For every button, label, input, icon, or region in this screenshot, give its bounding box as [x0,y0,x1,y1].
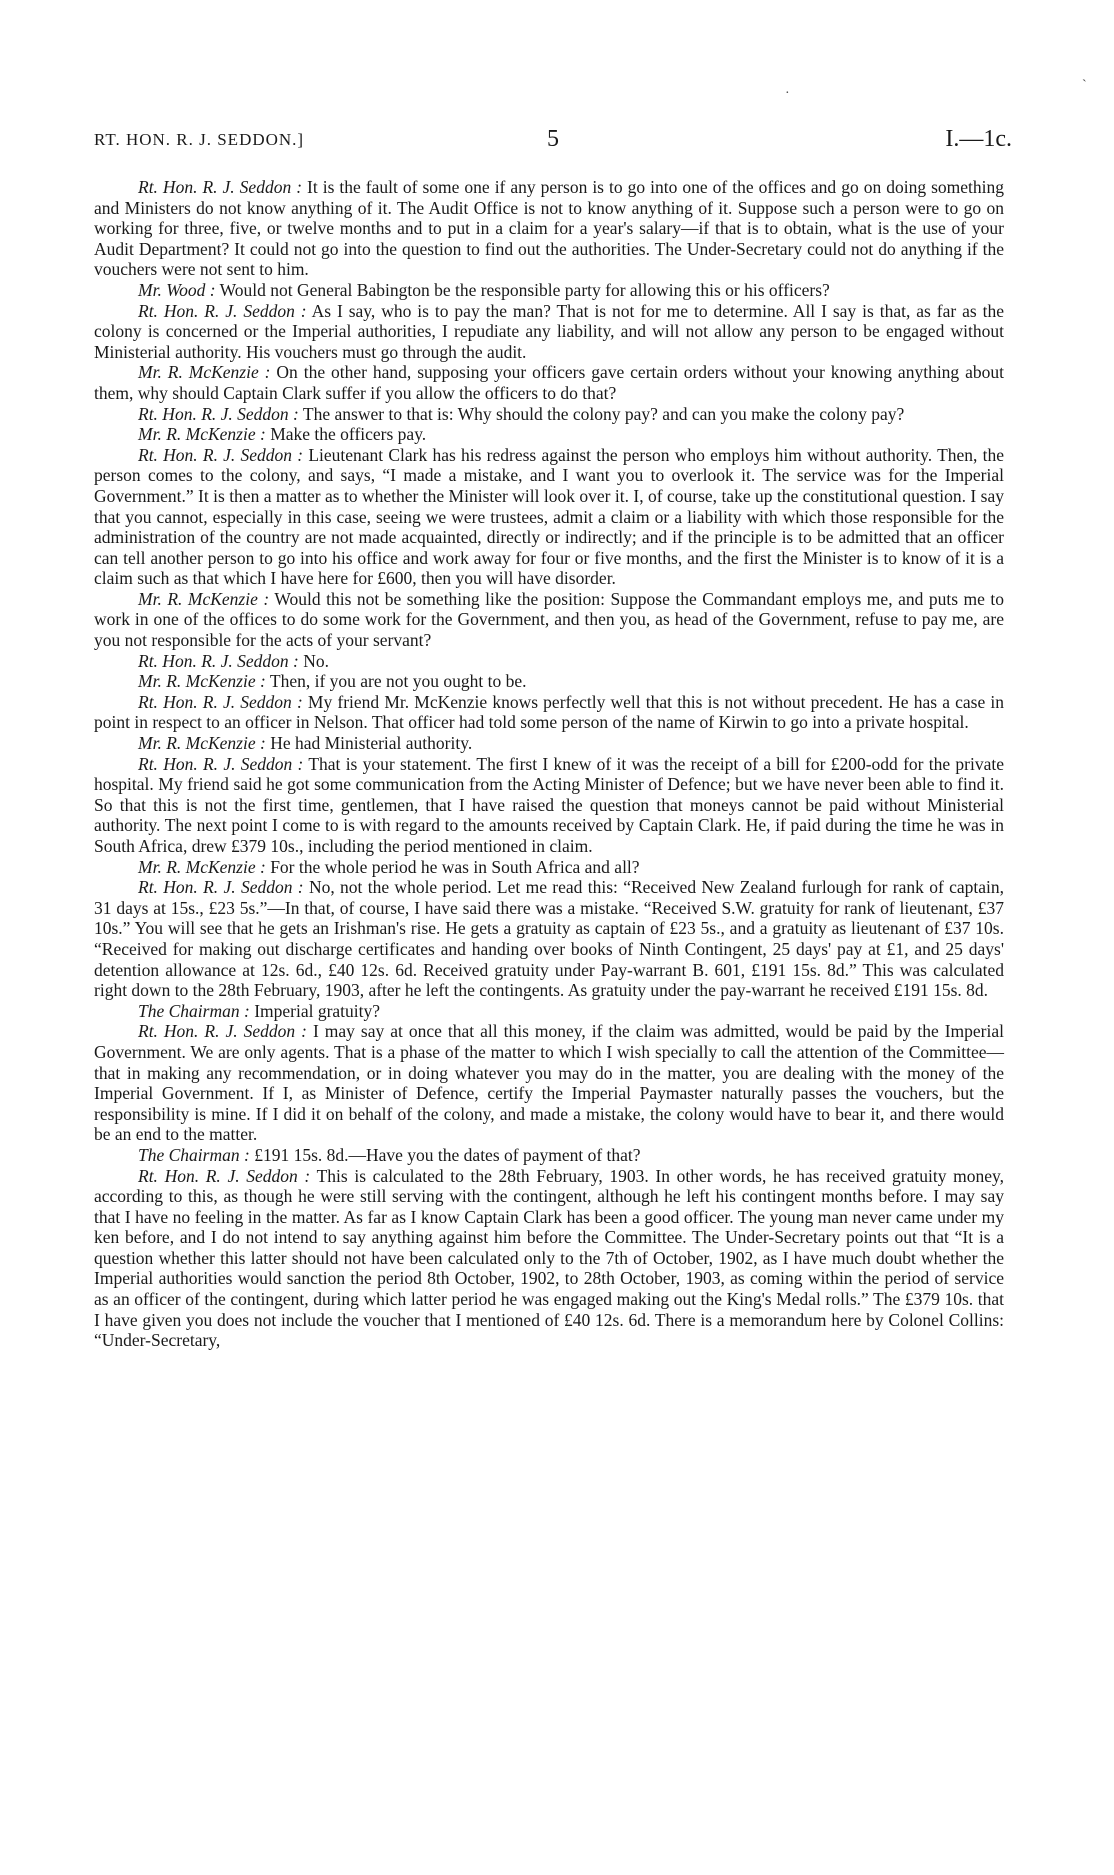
page-number: 5 [547,126,559,152]
paper-code: I.—1c. [945,126,1012,152]
speech-text: The answer to that is: Why should the colony pay? and can you make the colony pay? [298,403,905,424]
page-header [94,124,1012,160]
transcript-paragraph [94,424,1004,445]
speaker-name: Mr. R. McKenzie : [138,588,270,609]
transcript-paragraph [94,1021,1004,1145]
transcript-paragraph [94,177,1004,280]
speaker-name: Rt. Hon. R. J. Seddon : [138,877,304,898]
speaker-name: Mr. R. McKenzie : [138,424,266,445]
speech-text: No. [298,650,330,671]
speech-text: Then, if you are not you ought to be. [265,671,527,692]
transcript-paragraph [94,404,1004,425]
scan-mark-dot: · [785,86,790,101]
scan-mark-tick: ` [1082,78,1087,93]
speaker-name: Rt. Hon. R. J. Seddon : [138,753,304,774]
speaker-name: Mr. R. McKenzie : [138,856,266,877]
transcript-paragraph [94,589,1004,651]
speaker-name: The Chairman : [138,1144,250,1165]
speech-text: Lieutenant Clark has his redress against the person who employs him without authority. Then, the person comes to the colony, and says, “I made a mistake, and I want you to overlook it. The service was for the Imperial Government.” It is then a matter as to whether the Minister will look over it. I, of course, take up the constitutional question. I say that you cannot, especially in this case, seeing we were trustees, admit a claim or a liability with which those responsible for the administration of the country are not made acquainted, directly or indirectly; and if the principle is to be admitted that an officer can tell another person to go into his office and work away for four or five months, and the first the Minister is to know of it is a claim such as that which I have here for £600, then you will have disorder. [94,444,1005,589]
speaker-name: Rt. Hon. R. J. Seddon : [138,177,303,197]
speech-text: Imperial gratuity? [249,1000,381,1021]
speech-text: He had Ministerial authority. [265,733,473,754]
speech-text: Make the officers pay. [265,424,427,445]
transcript-paragraph [94,733,1004,754]
speaker-name: Rt. Hon. R. J. Seddon : [138,1021,307,1042]
transcript-paragraph [94,877,1004,1001]
speaker-name: Rt. Hon. R. J. Seddon : [138,403,299,424]
speech-text: £191 15s. 8d.—Have you the dates of payment of that? [249,1144,641,1165]
speech-text: I may say at once that all this money, if the claim was admitted, would be paid by the Imperial Government. We are only agents. That is a phase of the matter to which I wish specially to call the attention of the Committee—that in making any recommendation, or in doing whatever you may do in the matter, you are dealing with the money of the Imperial Government. If I, as Minister of Defence, certify the Imperial Paymaster naturally passes the vouchers, but the responsibility is mine. If I did it on behalf of the colony, and made a mistake, the colony would have to bear it, and there would be an end to the matter. [94,1021,1004,1145]
speaker-name: Rt. Hon. R. J. Seddon : [138,444,304,465]
speaker-name: Rt. Hon. R. J. Seddon : [138,1165,311,1186]
transcript-paragraph [94,280,1004,301]
speech-text: No, not the whole period. Let me read this: “Received New Zealand furlough for rank of captain, 31 days at 15s., £23 5s.”—In that, of course, I have said there was a mistake. “Received S.W. gratuity for rank of lieutenant, £37 10s.” You will see that he gets an Irishman's rise. He gets a gratuity as captain of £23 5s., and a gratuity as lieutenant of £37 10s. “Received for making out discharge certificates and handing over books of Ninth Contingent, 25 days' pay at £1, and 25 days' detention allowance at 12s. 6d., £40 12s. 6d. Received gratuity under Pay-warrant B. 601, £191 15s. 8d.” This was calculated right down to the 28th February, 1903, after he left the contingents. As gratuity under the pay-warrant he received £191 15s. 8d. [94,877,1004,1001]
speech-text: My friend Mr. McKenzie knows perfectly well that this is not without precedent. He has a case in point in respect to an officer in Nelson. That officer had told some person of the name of Kirwin to go into a private hospital. [94,691,1004,733]
transcript-paragraph [94,857,1004,878]
header-running-title: RT. HON. R. J. SEDDON.] [94,130,305,149]
transcript-paragraph [94,692,1004,733]
speaker-name: Rt. Hon. R. J. Seddon : [138,691,303,712]
transcript-body [94,177,1004,1351]
transcript-paragraph [94,1001,1004,1022]
speaker-name: Rt. Hon. R. J. Seddon : [138,300,307,321]
speaker-name: Mr. Wood : [138,279,216,300]
speech-text: Would this not be something like the position: Suppose the Commandant employs me, and puts me to work in one of the offices to do some work for the Government, and then you, as head of the Government, refuse to pay me, are you not responsible for the acts of your servant? [94,588,1004,651]
speech-text: Would not General Babington be the responsible party for allowing this or his officers? [215,279,830,300]
speaker-name: Mr. R. McKenzie : [138,671,266,692]
transcript-paragraph [94,362,1004,403]
transcript-paragraph [94,301,1004,363]
speech-text: This is calculated to the 28th February, 1903. In other words, he has received gratuity money, according to this, as though he were still serving with the contingent, although he left his contingent months before. I may say that I have no feeling in the matter. As far as I know Captain Clark has been a good officer. The young man never came under my ken before, and I do not intend to say anything against him before the Committee. The Under-Secretary points out that “It is a question whether this latter should not have been calculated only to the 7th of October, 1902, as I have much doubt whether the Imperial authorities would sanction the period 8th October, 1902, to 28th October, 1903, as coming within the period of service as an officer of the contingent, during which latter period he was engaged making out the King's Medal rolls.” The £379 10s. that I have given you does not include the voucher that I mentioned of £40 12s. 6d. There is a memorandum here by Colonel Collins: “Under-Secretary, [94,1165,1005,1351]
speech-text: As I say, who is to pay the man? That is not for me to determine. All I say is that, as far as the colony is concerned or the Imperial authorities, I repudiate any liability, and will not allow any person to be engaged without Ministerial authority. His vouchers must go through the audit. [94,300,1004,362]
transcript-paragraph [94,445,1004,589]
transcript-paragraph [94,754,1004,857]
speaker-name: The Chairman : [138,1000,250,1021]
speech-text: That is your statement. The first I knew of it was the receipt of a bill for £200-odd for the private hospital. My friend said he got some communication from the Acting Minister of Defence; but we have never been able to find it. So that this is not the first time, gentlemen, that I have raised the question that moneys cannot be paid without Ministerial authority. The next point I come to is with regard to the amounts received by Captain Clark. He, if paid during the time he was in South Africa, drew £379 10s., including the period mentioned in claim. [94,753,1004,856]
speaker-name: Mr. R. McKenzie : [138,733,266,754]
speaker-name: Rt. Hon. R. J. Seddon : [138,650,299,671]
transcript-paragraph [94,1166,1004,1351]
speech-text: It is the fault of some one if any person is to go into one of the offices and go on doing something and Ministers do not know anything of it. The Audit Office is not to know anything of it. Suppose such a person were to go on working for three, five, or twelve months and to put in a claim for a year's salary—if that is to obtain, what is the use of your Audit Department? It could not go into the question to find out the authorities. The Under-Secretary could not do anything if the vouchers were not sent to him. [94,177,1004,280]
transcript-paragraph [94,671,1004,692]
speech-text: On the other hand, supposing your officers gave certain orders without your knowing anything about them, why should Captain Clark suffer if you allow the officers to do that? [94,362,1004,403]
speech-text: For the whole period he was in South Africa and all? [265,856,640,877]
transcript-paragraph [94,1145,1004,1166]
transcript-paragraph [94,651,1004,672]
speaker-name: Mr. R. McKenzie : [138,362,271,383]
